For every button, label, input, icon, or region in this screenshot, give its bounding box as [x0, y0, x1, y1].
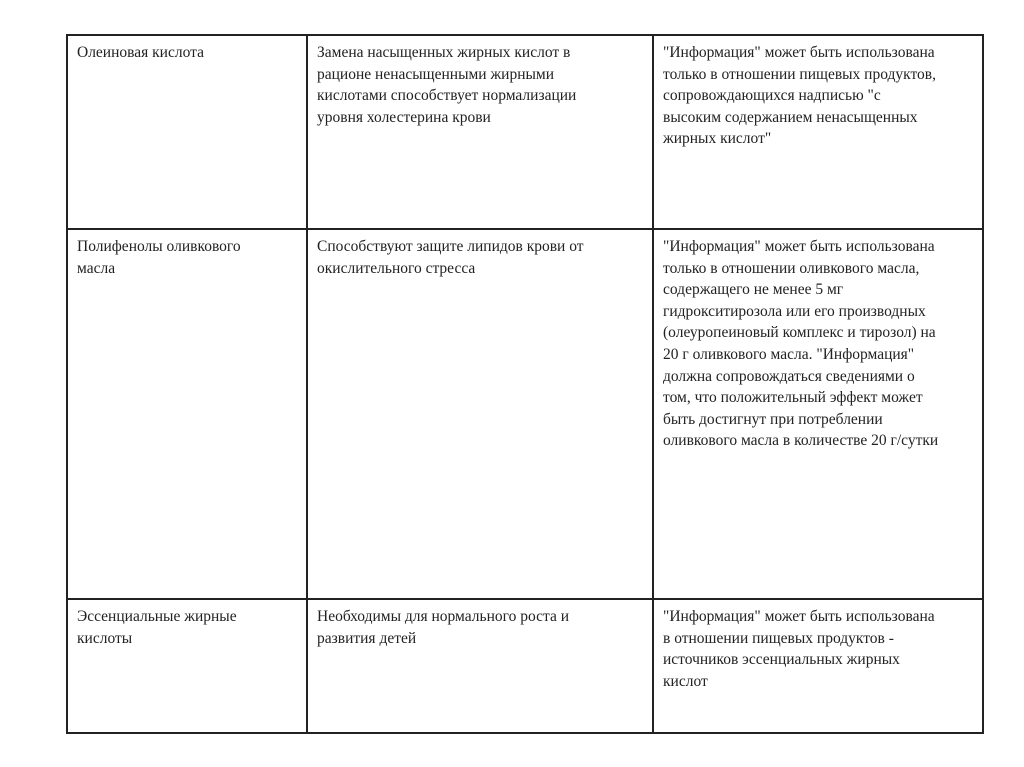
table-row — [67, 229, 983, 599]
effect-cell: Способствуют защите липидов крови от окислительного стресса — [307, 229, 653, 599]
conditions-cell: "Информация" может быть использована только в отношении оливкового масла, содержащего не менее 5 мг гидрокситирозола или его производных (олеуропеиновый комплекс и тирозол) на 20 г оливкового масла. "Информация" должна сопровождаться сведениями о том, что положительный эффект может быть достигнут при потреблении оливкового масла в количестве 20 г/сутки — [653, 229, 983, 599]
conditions-cell: "Информация" может быть использована в отношении пищевых продуктов - источников эссенциальных жирных кислот — [653, 599, 983, 733]
substance-cell: Эссенциальные жирные кислоты — [67, 599, 307, 733]
health-claims-table — [66, 34, 984, 734]
effect-cell: Замена насыщенных жирных кислот в рационе ненасыщенными жирными кислотами способствует нормализации уровня холестерина крови — [307, 35, 653, 229]
effect-cell: Необходимы для нормального роста и развития детей — [307, 599, 653, 733]
table-row — [67, 35, 983, 229]
conditions-cell: "Информация" может быть использована только в отношении пищевых продуктов, сопровождающихся надписью "с высоким содержанием ненасыщенных жирных кислот" — [653, 35, 983, 229]
table-row — [67, 599, 983, 733]
substance-cell: Олеиновая кислота — [67, 35, 307, 229]
substance-cell: Полифенолы оливкового масла — [67, 229, 307, 599]
